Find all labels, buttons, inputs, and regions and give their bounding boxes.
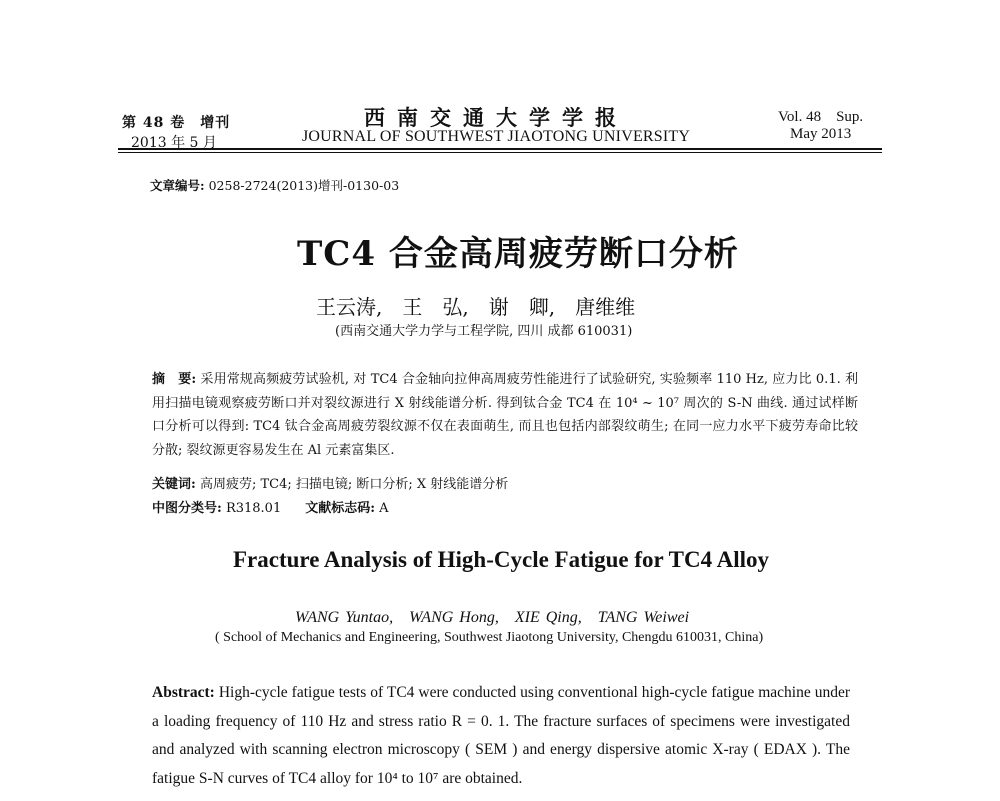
journal-date-cn: 2013 年 5 月 [131,135,217,151]
classification-cn [152,497,389,516]
abstract-en-text: High-cycle fatigue tests of TC4 were conducted using conventional high-cycle fatigue machine under a loading frequency of 110 Hz and stress ratio R = 0. 1. The fracture surfaces of specimens were investigated and analyzed with scanning electron microscopy ( SEM ) and energy dispersive atomic X-ray ( EDAX ). The fatigue S-N curves of TC4 alloy for 10⁴ to 10⁷ are obtained. [152,684,850,787]
abstract-en [152,679,850,793]
paper-title-cn: TC4 合金高周疲劳断口分析 [297,234,739,274]
abstract-cn [152,368,858,462]
doc-code-value: A [375,501,389,516]
clc-label: 中图分类号: [152,501,222,516]
article-number [150,176,399,194]
header-rule-thin [118,152,882,153]
journal-volume-cn: 第 48 卷 增刊 [122,115,231,131]
keywords-cn-text: 高周疲劳; TC4; 扫描电镜; 断口分析; X 射线能谱分析 [195,477,509,492]
abstract-en-label: Abstract: [152,684,215,701]
keywords-cn-label: 关键词: [152,477,196,492]
authors-en: WANG Yuntao, WANG Hong, XIE Qing, TANG Weiwei [295,609,690,626]
journal-title-en: JOURNAL OF SOUTHWEST JIAOTONG UNIVERSITY [302,128,691,145]
keywords-cn [152,473,508,492]
journal-title-cn: 西南交通大学学报 [364,105,628,130]
affiliation-cn: (西南交通大学力学与工程学院, 四川 成都 610031) [335,324,633,339]
paper-title-en: Fracture Analysis of High-Cycle Fatigue for TC4 Alloy [233,547,769,572]
authors-cn: 王云涛, 王 弘, 谢 卿, 唐维维 [316,295,636,319]
article-number-value: 0258-2724(2013)增刊-0130-03 [204,178,400,193]
journal-volume-en: Vol. 48 Sup. [778,109,864,125]
header-rule-thick [118,148,882,150]
affiliation-en: ( School of Mechanics and Engineering, Southwest Jiaotong University, Chengdu 610031, China) [215,630,764,645]
article-number-label: 文章编号: [150,178,205,193]
abstract-cn-text: 采用常规高频疲劳试验机, 对 TC4 合金轴向拉伸高周疲劳性能进行了试验研究, 实验频率 110 Hz, 应力比 0.1. 利用扫描电镜观察疲劳断口并对裂纹源进行 X 射线能谱分析. 得到钛合金 TC4 在 10⁴ ~ 10⁷ 周次的 S-N 曲线. 通过试样断口分析可以得到: TC4 钛合金高周疲劳裂纹源不仅在表面萌生, 而且也包括内部裂纹萌生; 在同一应力水平下疲劳寿命比较分散; 裂纹源更容易发生在 Al 元素富集区. [152,372,858,458]
abstract-cn-label: 摘 要: [152,372,197,387]
journal-date-en: May 2013 [790,126,852,142]
doc-code-label: 文献标志码: [305,501,376,516]
clc-value: R318.01 [221,501,282,516]
